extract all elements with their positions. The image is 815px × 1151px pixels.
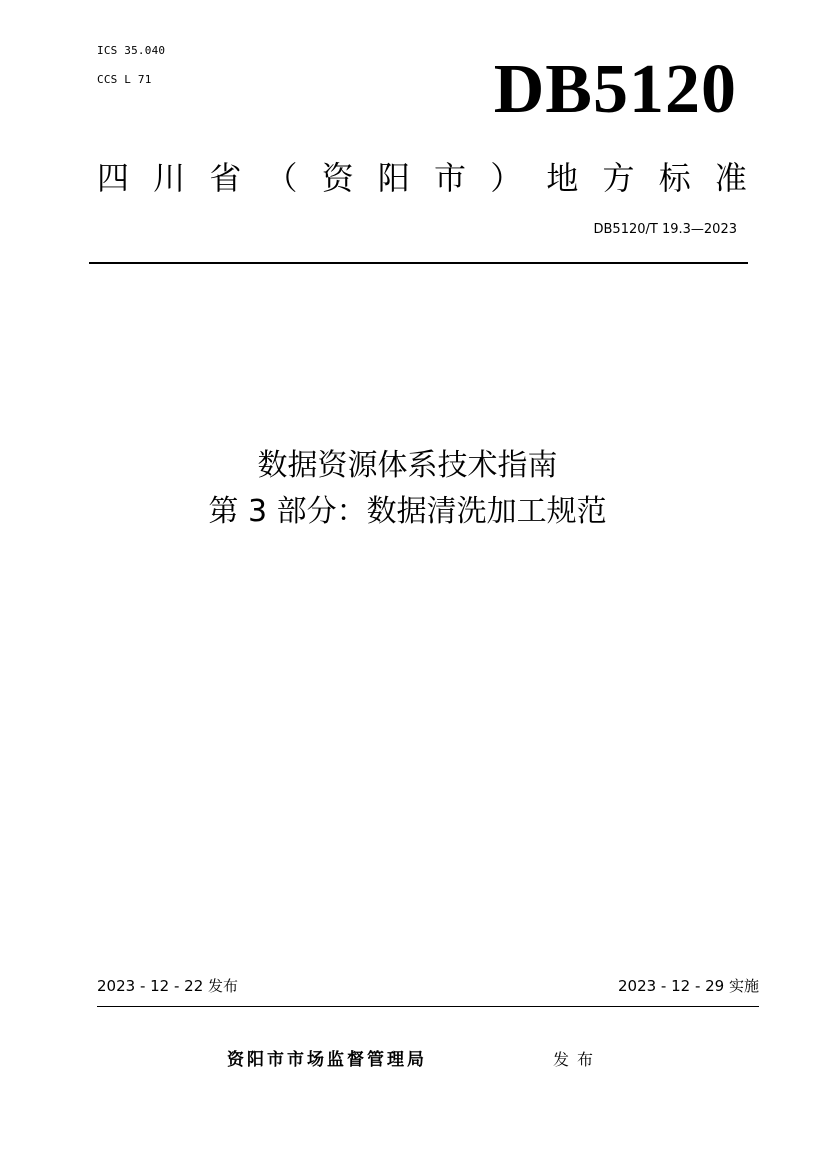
standard-type-char: 准 [714,159,747,197]
standard-type-char: 地 [546,159,579,197]
standard-type-char: 市 [434,159,467,197]
standard-type-char: 四 [97,159,130,197]
standard-type-char: 川 [153,159,186,197]
standard-type-char: ） [490,159,523,197]
standard-type-char: （ [265,159,298,197]
issuing-authority: 资阳市市场监督管理局 [227,1050,427,1070]
standard-number: DB5120/T 19.3—2023 [593,222,737,237]
issue-date: 2023 - 12 - 22 发布 [97,977,239,995]
standard-type-char: 资 [321,159,354,197]
db-code-logo: DB5120 [493,51,737,128]
document-subtitle: 第 3 部分：数据清洗加工规范 [208,494,607,529]
standard-type-char: 阳 [377,159,410,197]
standard-type [97,153,747,203]
header-divider [89,262,748,264]
standard-type-char: 省 [209,159,242,197]
document-title: 数据资源体系技术指南 [257,448,558,483]
standard-type-char: 方 [602,159,635,197]
footer-divider [97,1006,759,1007]
standard-type-char: 标 [658,159,691,197]
implementation-date: 2023 - 12 - 29 实施 [617,977,759,995]
ics-code: ICS 35.040 [97,44,166,57]
issue-action-label: 发布 [553,1050,602,1069]
ccs-code: CCS L 71 [97,73,152,86]
